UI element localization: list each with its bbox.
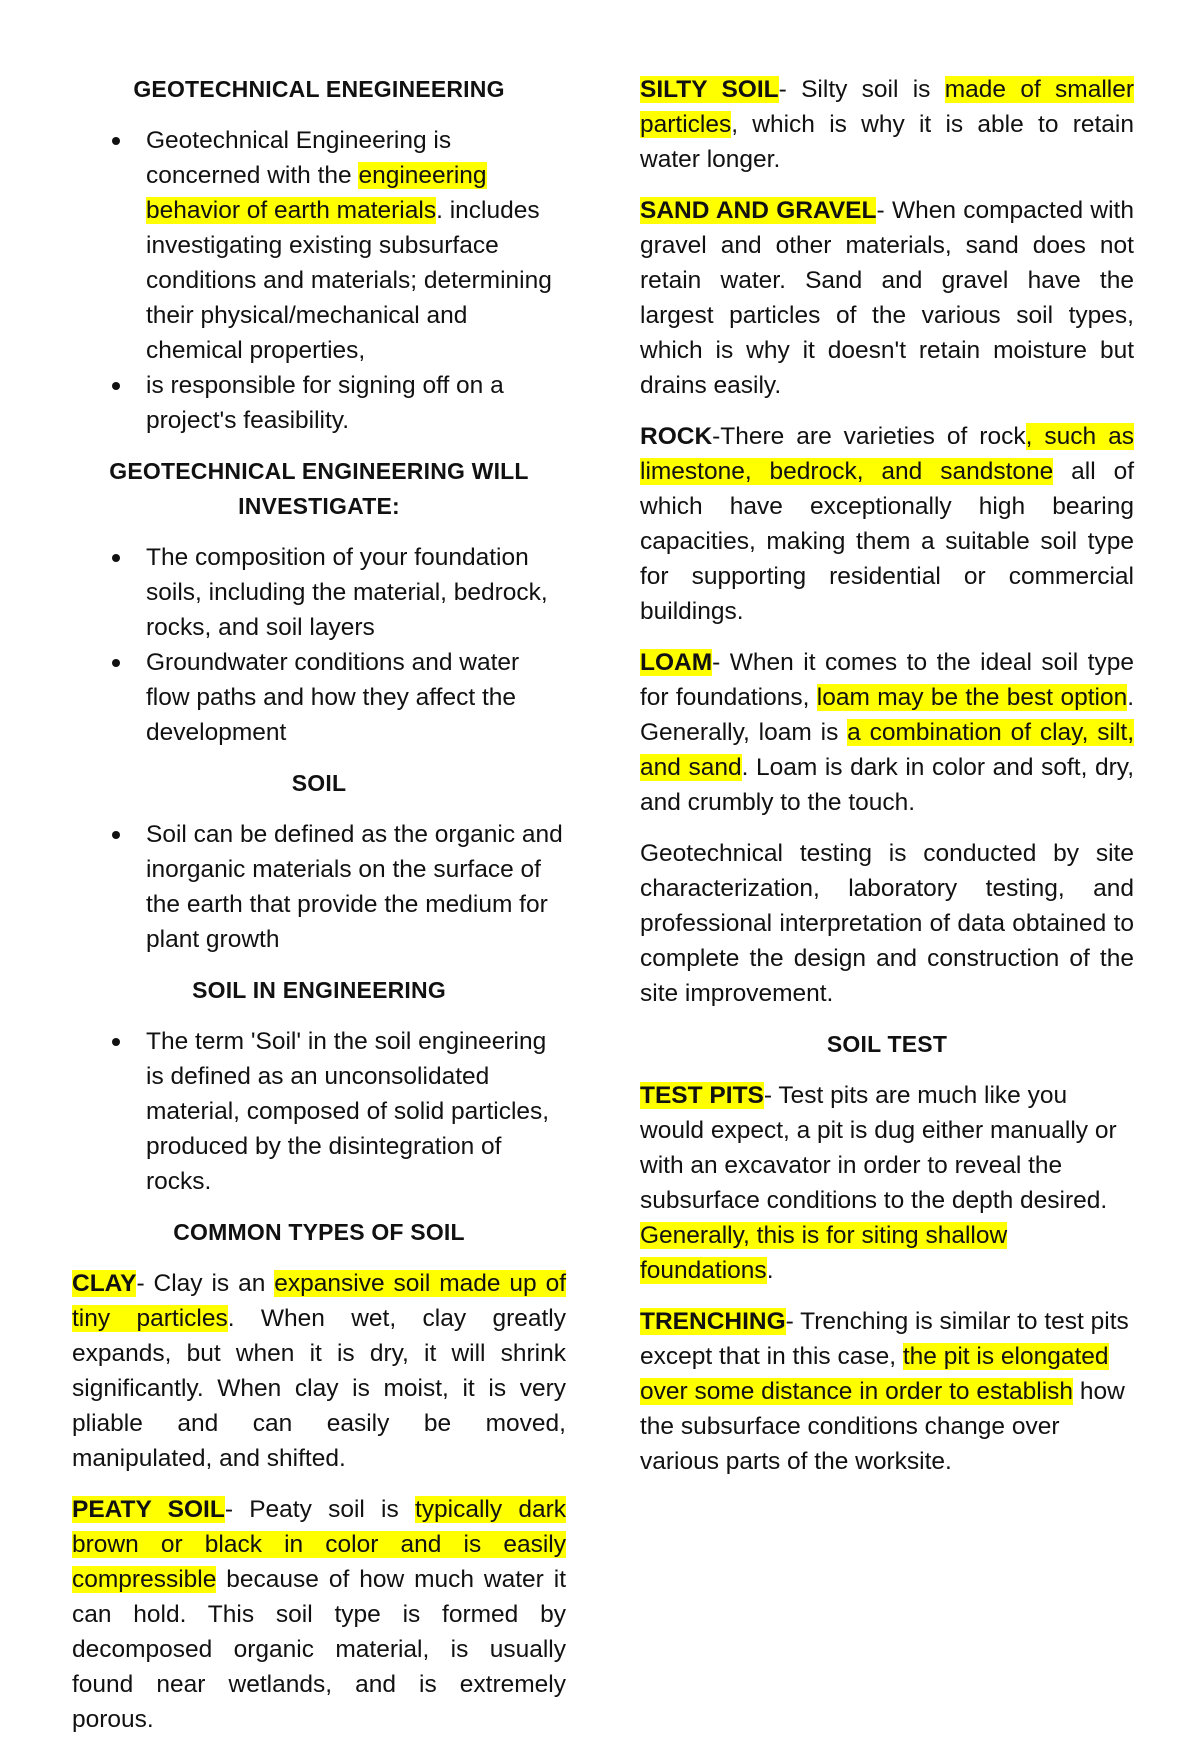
- bullet-icon: [112, 1038, 120, 1046]
- term-loam: LOAM: [640, 649, 713, 676]
- paragraph-silty-soil: SILTY SOIL- Silty soil is made of smaller particles, which is why it is able to retain water longer.: [640, 76, 1134, 173]
- paragraph-clay: CLAY- Clay is an expansive soil made up of tiny particles. When wet, clay greatly expands, but when it is dry, it will shrink significantly. When clay is moist, it is very pliable and can easily be moved, manipulated, and shifted.: [72, 1270, 567, 1472]
- highlight: loam may be the best option: [816, 684, 1128, 711]
- highlight: , such as limestone, bedrock, and sandstone: [640, 423, 1134, 485]
- paragraph-rock: ROCK-There are varieties of rock, such as limestone, bedrock, and sandstone all of which have exceptionally high bearing capacities, making them a suitable soil type for supporting residential or commercial buildings.: [640, 423, 1134, 625]
- bullet-icon: [112, 659, 120, 667]
- term-test-pits: TEST PITS: [640, 1082, 764, 1109]
- bullet-icon: [112, 831, 120, 839]
- highlight: engineering behavior of earth materials: [146, 162, 487, 224]
- list-item: The term 'Soil' in the soil engineering is defined as an unconsolidated material, composed of solid particles, produced by the disintegration of rocks.: [72, 1024, 566, 1199]
- highlight: a combination of clay, silt, and sand: [640, 719, 1135, 781]
- paragraph-trenching: TRENCHING- Trenching is similar to test pits except that in this case, the pit is elongated over some distance in order to establish how the subsurface conditions change over various parts of the worksite.: [640, 1308, 1129, 1475]
- list-item: Geotechnical Engineering is concerned with the engineering behavior of earth materials. includes investigating existing subsurface conditions and materials; determining their physical/mechanical and chemical properties,: [72, 123, 566, 368]
- heading-will-investigate: GEOTECHNICAL ENGINEERING WILL INVESTIGATE:: [109, 458, 529, 519]
- term-clay: CLAY: [72, 1270, 137, 1297]
- paragraph-loam: LOAM- When it comes to the ideal soil type for foundations, loam may be the best option. Generally, loam is a combination of clay, silt, and sand. Loam is dark in color and soft, dry, and crumbly to the touch.: [640, 649, 1135, 816]
- heading-geotechnical-engineering: GEOTECHNICAL ENEGINEERING: [133, 76, 505, 102]
- bullet-list-soil: [72, 817, 566, 957]
- list-item: Groundwater conditions and water flow paths and how they affect the development: [72, 645, 566, 750]
- term-peaty-soil: PEATY SOIL: [72, 1496, 225, 1523]
- heading-common-types: COMMON TYPES OF SOIL: [173, 1219, 465, 1245]
- term-sand-gravel: SAND AND GRAVEL: [640, 197, 877, 224]
- heading-soil-in-engineering: SOIL IN ENGINEERING: [192, 977, 446, 1003]
- paragraph-peaty-soil: PEATY SOIL- Peaty soil is typically dark brown or black in color and is easily compressible because of how much water it can hold. This soil type is formed by decomposed organic material, is usually found near wetlands, and is extremely porous.: [72, 1496, 567, 1733]
- bullet-list-investigate: [72, 540, 566, 750]
- left-column: [72, 72, 566, 1753]
- list-item: Soil can be defined as the organic and inorganic materials on the surface of the earth that provide the medium for plant growth: [72, 817, 566, 957]
- bullet-icon: [112, 554, 120, 562]
- heading-soil-test: SOIL TEST: [826, 1031, 948, 1057]
- bullet-list-definition: [72, 123, 566, 438]
- paragraph-geotechnical-testing: Geotechnical testing is conducted by site characterization, laboratory testing, and professional interpretation of data obtained to complete the design and construction of the site improvement.: [640, 840, 1134, 1007]
- highlight: the pit is elongated over some distance in order to establish: [640, 1343, 1109, 1405]
- bullet-icon: [112, 137, 120, 145]
- bullet-icon: [112, 382, 120, 390]
- right-column: [640, 72, 1134, 1495]
- paragraph-sand-gravel: SAND AND GRAVEL- When compacted with gravel and other materials, sand does not retain water. Sand and gravel have the largest particles of the various soil types, which is why it doesn't retain moisture but drains easily.: [640, 197, 1134, 399]
- heading-soil: SOIL: [291, 770, 347, 796]
- list-item: is responsible for signing off on a project's feasibility.: [72, 368, 566, 438]
- highlight: typically dark brown or black in color and is easily compressible: [72, 1496, 567, 1593]
- bullet-list-soil-engineering: [72, 1024, 566, 1199]
- term-rock: ROCK: [640, 423, 713, 450]
- highlight: expansive soil made up of tiny particles: [72, 1270, 567, 1332]
- term-trenching: TRENCHING: [640, 1308, 786, 1335]
- highlight: Generally, this is for siting shallow foundations: [640, 1222, 1008, 1284]
- highlight: made of smaller particles: [640, 76, 1134, 138]
- paragraph-test-pits: TEST PITS- Test pits are much like you would expect, a pit is dug either manually or with an excavator in order to reveal the subsurface conditions to the depth desired. Generally, this is for siting shallow foundations.: [640, 1082, 1117, 1284]
- term-silty-soil: SILTY SOIL: [640, 76, 779, 103]
- list-item: The composition of your foundation soils, including the material, bedrock, rocks, and soil layers: [72, 540, 566, 645]
